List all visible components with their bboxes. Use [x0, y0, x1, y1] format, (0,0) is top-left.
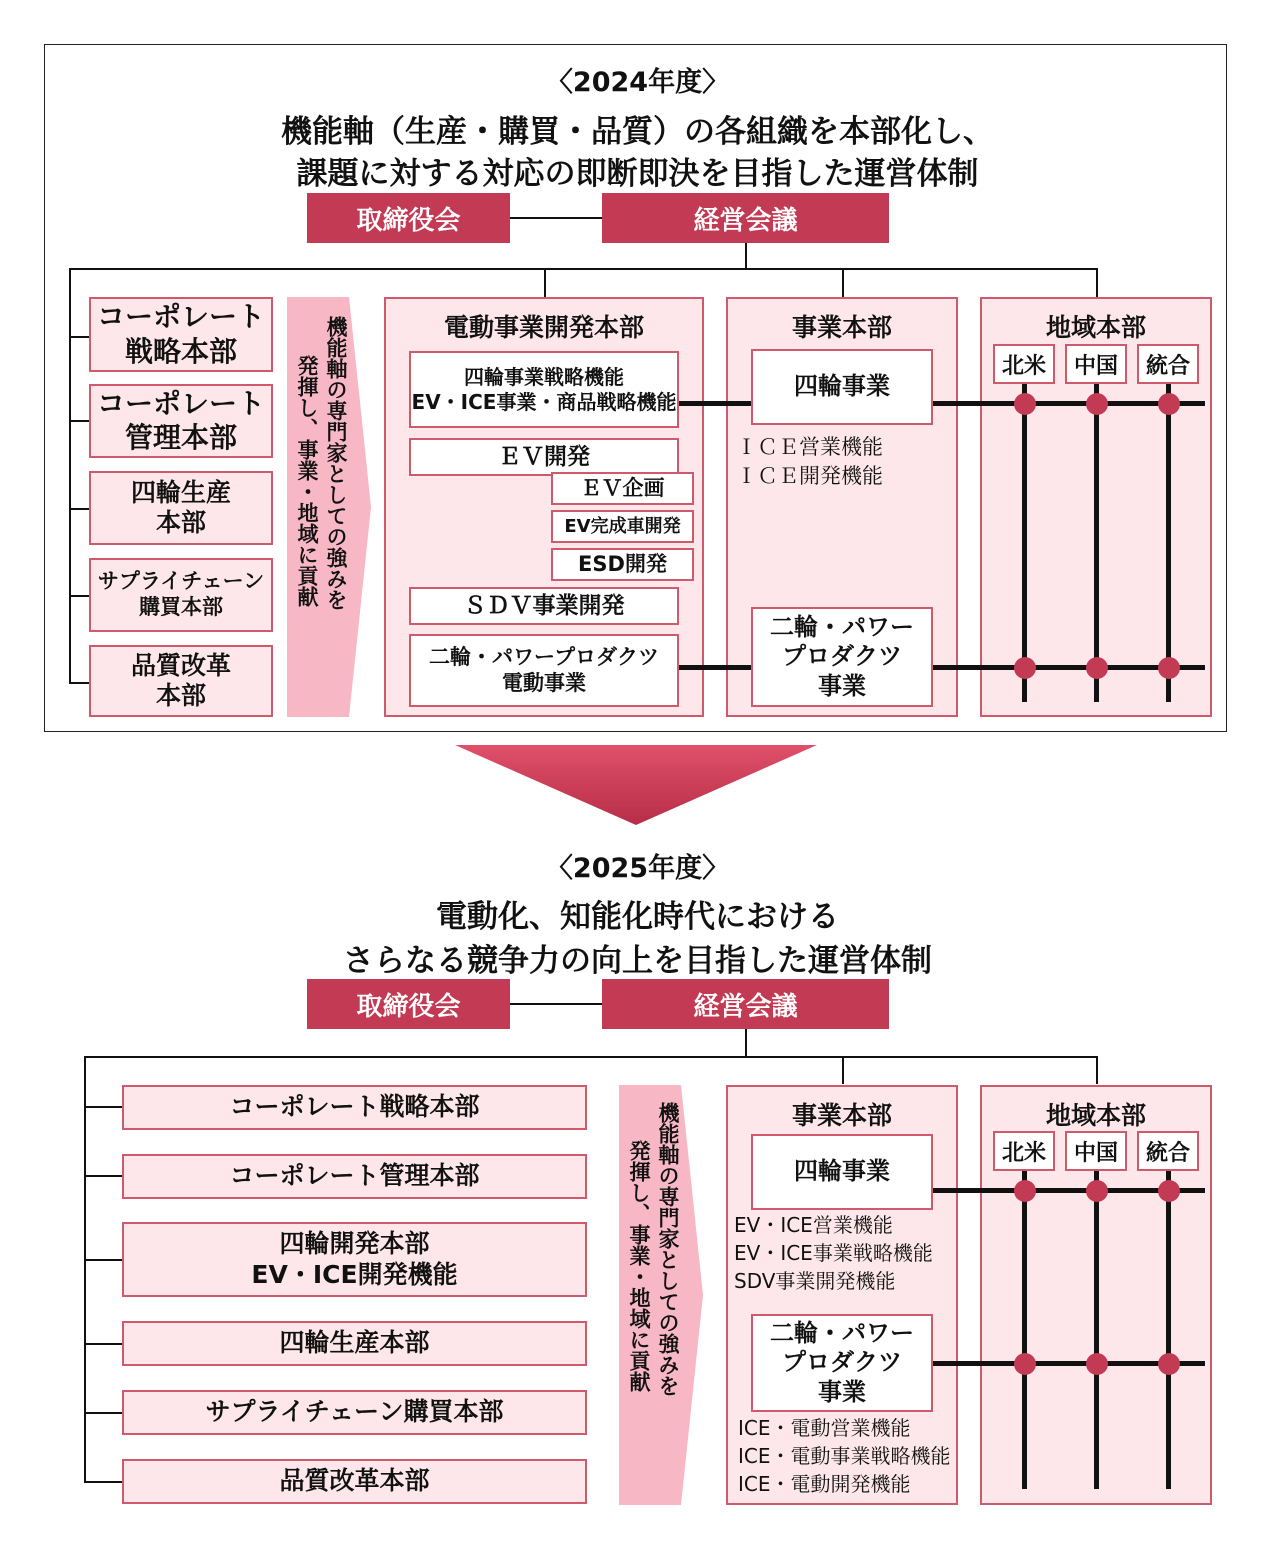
two-wheel-business-box-2025: 二輪・パワー プロダクツ 事業: [751, 1314, 933, 1412]
business-hq-title-2024: 事業本部: [791, 313, 892, 342]
matrix-line: [679, 401, 751, 406]
connector: [84, 1175, 122, 1177]
connector: [842, 1056, 844, 1084]
matrix-node: [1158, 657, 1180, 679]
year-2024-heading: 〈2024年度〉: [545, 67, 730, 98]
matrix-node: [1086, 1180, 1108, 1202]
four-wheel-strategy-box: 四輪事業戦略機能 EV・ICE事業・商品戦略機能: [409, 351, 679, 428]
four-wheel-production-hq-2024: 四輪生産 本部: [89, 471, 273, 545]
matrix-node: [1014, 393, 1036, 415]
corporate-admin-hq-2024: コーポレート 管理本部: [89, 384, 273, 458]
region-line: [1166, 1171, 1171, 1489]
connector: [544, 268, 546, 298]
connector: [510, 217, 602, 219]
board-of-directors-2024: 取締役会: [307, 193, 510, 243]
connector: [84, 1106, 122, 1108]
corporate-strategy-hq-2025: コーポレート戦略本部: [122, 1085, 587, 1130]
ice-sales-function-2024: ＩＣＥ営業機能: [736, 435, 883, 459]
matrix-node: [1158, 1180, 1180, 1202]
connector: [745, 243, 747, 269]
connector: [69, 268, 71, 684]
sdv-business-development-function: SDV事業開発機能: [734, 1269, 896, 1293]
management-meeting-2024: 経営会議: [602, 193, 889, 243]
connector: [69, 268, 1097, 270]
matrix-node: [1014, 1353, 1036, 1375]
supply-chain-purchasing-hq-2024: サプライチェーン 購買本部: [89, 558, 273, 632]
arrow-text-col2-2025: 発揮し、事業・地域に貢献: [627, 1140, 652, 1392]
connector: [745, 1029, 747, 1057]
connector: [69, 682, 89, 684]
matrix-node: [1086, 657, 1108, 679]
transition-arrow: [455, 745, 817, 825]
region-integrated-2025: 統合: [1137, 1131, 1199, 1171]
quality-reform-hq-2024: 品質改革 本部: [89, 645, 273, 717]
ice-ev-strategy-function: ICE・電動事業戦略機能: [738, 1444, 951, 1468]
four-wheel-production-hq-2025: 四輪生産本部: [122, 1321, 587, 1366]
four-wheel-business-box-2024: 四輪事業: [751, 349, 933, 425]
arrow-text-col1-2025: 機能軸の専門家としての強みを: [656, 1102, 681, 1396]
region-china-2025: 中国: [1065, 1131, 1127, 1171]
title-2024-line1: 機能軸（生産・購買・品質）の各組織を本部化し、: [281, 114, 994, 150]
ice-ev-sales-function: ICE・電動営業機能: [738, 1416, 911, 1440]
connector: [510, 1003, 602, 1005]
matrix-node: [1158, 393, 1180, 415]
matrix-node: [1086, 1353, 1108, 1375]
matrix-node: [1014, 1180, 1036, 1202]
connector: [84, 1412, 122, 1414]
connector: [84, 1481, 122, 1483]
connector: [84, 1056, 86, 1483]
arrow-text-col2-2024: 発揮し、事業・地域に貢献: [295, 355, 320, 607]
corporate-admin-hq-2025: コーポレート管理本部: [122, 1154, 587, 1199]
ev-planning-box: ＥＶ企画: [551, 472, 694, 505]
regional-hq-title-2025: 地域本部: [1045, 1101, 1146, 1130]
region-line: [1094, 1171, 1099, 1489]
quality-reform-hq-2025: 品質改革本部: [122, 1459, 587, 1504]
ev-vehicle-development-box: EV完成車開発: [551, 510, 694, 543]
region-integrated-2024: 統合: [1137, 344, 1199, 384]
regional-hq-title-2024: 地域本部: [1045, 313, 1146, 342]
sdv-business-development-box: ＳＤＶ事業開発: [409, 587, 679, 625]
esd-development-box: ESD開発: [551, 548, 694, 581]
region-line: [1166, 384, 1171, 702]
region-north-america-2025: 北米: [993, 1131, 1055, 1171]
management-meeting-2025: 経営会議: [602, 979, 889, 1029]
connector: [69, 508, 89, 510]
arrow-text-col1-2024: 機能軸の専門家としての強みを: [324, 316, 349, 610]
connector: [1096, 268, 1098, 298]
corporate-strategy-hq-2024: コーポレート 戦略本部: [89, 297, 273, 372]
region-line: [1094, 384, 1099, 702]
ev-panel-title: 電動事業開発本部: [443, 313, 644, 342]
connector: [84, 1259, 122, 1261]
title-2024-line2: 課題に対する対応の即断即決を目指した運営体制: [296, 156, 979, 192]
connector: [1096, 1056, 1098, 1084]
region-line: [1022, 1171, 1027, 1489]
connector: [84, 1343, 122, 1345]
connector: [69, 420, 89, 422]
ev-ice-strategy-function: EV・ICE事業戦略機能: [734, 1241, 933, 1265]
connector: [69, 336, 89, 338]
board-of-directors-2025: 取締役会: [307, 979, 510, 1029]
year-2025-heading: 〈2025年度〉: [545, 853, 730, 884]
ice-development-function-2024: ＩＣＥ開発機能: [736, 464, 883, 488]
connector: [84, 1056, 1097, 1058]
matrix-node: [1014, 657, 1036, 679]
supply-chain-purchasing-hq-2025: サプライチェーン購買本部: [122, 1390, 587, 1435]
region-china-2024: 中国: [1065, 344, 1127, 384]
ice-ev-development-function: ICE・電動開発機能: [738, 1472, 911, 1496]
ev-development-box: ＥＶ開発: [409, 438, 679, 476]
matrix-node: [1158, 1353, 1180, 1375]
connector: [842, 268, 844, 298]
connector: [69, 595, 89, 597]
four-wheel-development-hq-2025: 四輪開発本部 EV・ICE開発機能: [122, 1222, 587, 1297]
title-2025-line2: さらなる競争力の向上を目指した運営体制: [343, 943, 932, 979]
business-hq-title-2025: 事業本部: [791, 1101, 892, 1130]
title-2025-line1: 電動化、知能化時代における: [436, 899, 839, 935]
ev-ice-sales-function: EV・ICE営業機能: [734, 1213, 893, 1237]
two-wheel-power-products-ev-box: 二輪・パワープロダクツ 電動事業: [409, 634, 679, 707]
region-line: [1022, 384, 1027, 702]
matrix-line: [679, 665, 751, 670]
four-wheel-business-box-2025: 四輪事業: [751, 1134, 933, 1210]
matrix-node: [1086, 393, 1108, 415]
two-wheel-business-box-2024: 二輪・パワー プロダクツ 事業: [751, 607, 933, 707]
region-north-america-2024: 北米: [993, 344, 1055, 384]
